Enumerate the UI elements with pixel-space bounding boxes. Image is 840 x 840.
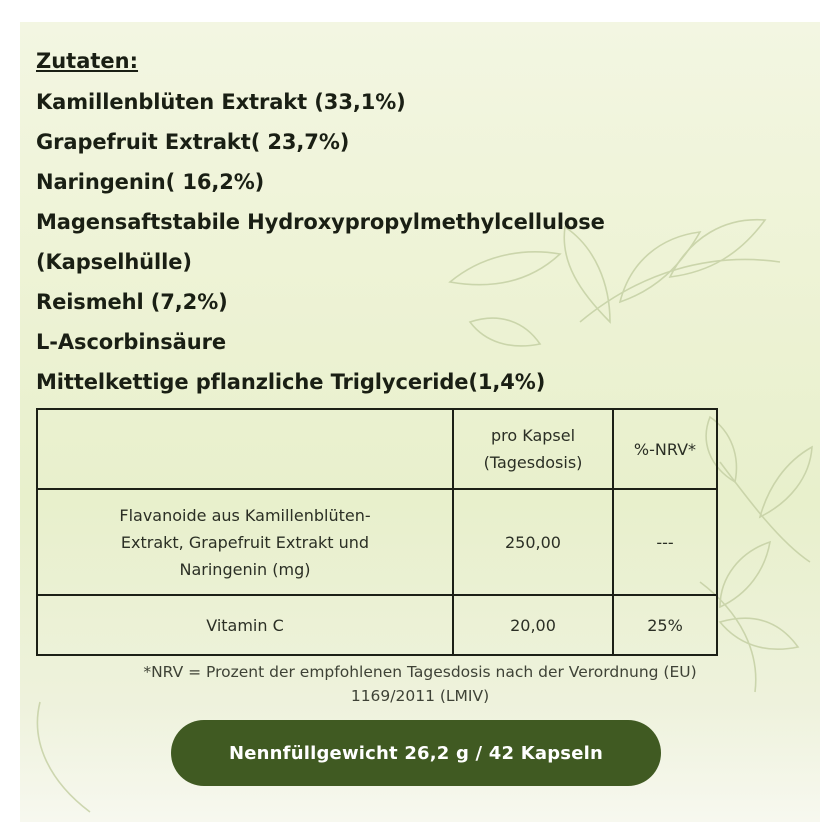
ingredient-line: Grapefruit Extrakt( 23,7%) <box>36 130 350 154</box>
fill-weight-badge <box>171 720 661 786</box>
header-per-capsule-line1: pro Kapsel <box>490 426 576 445</box>
table-cell-nrv: 25% <box>613 595 717 655</box>
footnote-line: 1169/2011 (LMIV) <box>350 687 490 705</box>
ingredients-heading: Zutaten: <box>36 49 139 73</box>
ingredient-line: Mittelkettige pflanzliche Triglyceride(1,4%) <box>36 370 546 394</box>
fill-weight-label: Nennfüllgewicht 26,2 g / 42 Kapseln <box>228 742 603 764</box>
ingredient-line: (Kapselhülle) <box>36 250 192 274</box>
header-per-capsule-line2: (Tagesdosis) <box>483 453 583 472</box>
ingredient-line: Kamillenblüten Extrakt (33,1%) <box>36 90 406 114</box>
table-header-per-capsule <box>453 409 613 489</box>
ingredient-line: Naringenin( 16,2%) <box>36 170 265 194</box>
ingredient-line: Reismehl (7,2%) <box>36 290 228 314</box>
nutrient-name-line: Flavanoide aus Kamillenblüten- <box>119 505 371 525</box>
table-header-nrv: %-NRV* <box>613 409 717 489</box>
product-info-panel <box>20 22 820 822</box>
ingredients-list <box>36 44 605 402</box>
table-header-empty <box>37 409 453 489</box>
table-cell-amount: 20,00 <box>453 595 613 655</box>
nutrition-table <box>36 408 718 656</box>
nutrient-name-line: Extrakt, Grapefruit Extrakt und <box>120 532 370 552</box>
table-cell-amount: 250,00 <box>453 489 613 595</box>
ingredient-line: L-Ascorbinsäure <box>36 330 226 354</box>
footnote-line: *NRV = Prozent der empfohlenen Tagesdosis nach der Verordnung (EU) <box>143 663 697 681</box>
table-cell-nutrient <box>37 489 453 595</box>
nutrient-name-line: Naringenin (mg) <box>179 559 311 579</box>
ingredient-line: Magensaftstabile Hydroxypropylmethylcellulose <box>36 210 605 234</box>
table-cell-nrv: --- <box>613 489 717 595</box>
table-header-row <box>37 409 717 489</box>
table-cell-nutrient: Vitamin C <box>37 595 453 655</box>
table-row <box>37 595 717 655</box>
nrv-footnote <box>20 660 820 708</box>
table-row <box>37 489 717 595</box>
